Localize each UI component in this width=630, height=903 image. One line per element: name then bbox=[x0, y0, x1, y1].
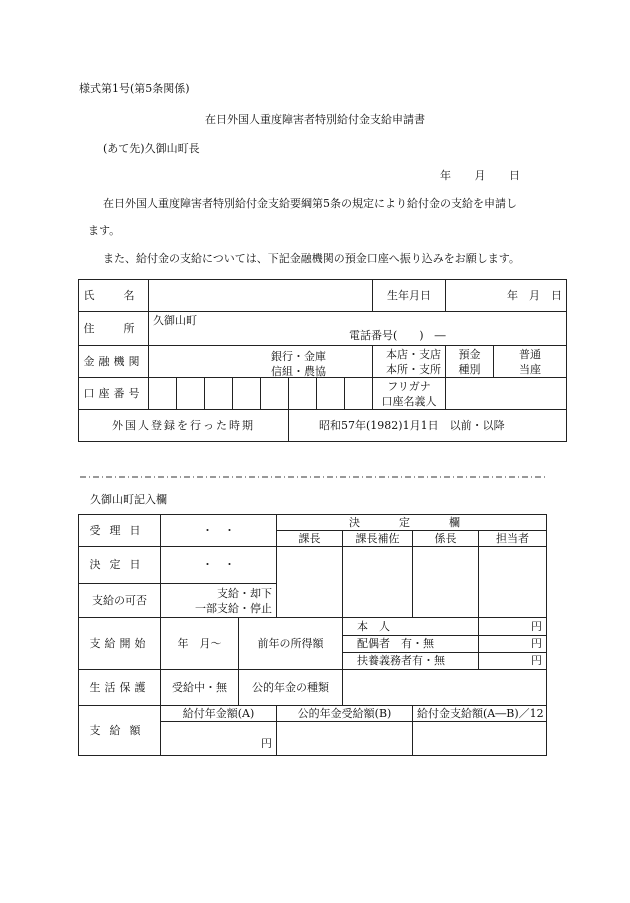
account-holder-label: フリガナ 口座名義人 bbox=[373, 378, 446, 410]
phone-label: 電話番号( ) ― bbox=[349, 329, 446, 342]
stamp-box-subsection-chief[interactable] bbox=[413, 547, 479, 618]
welfare-value[interactable]: 受給中・無 bbox=[161, 670, 239, 706]
welfare-label: 生活保護 bbox=[79, 670, 161, 706]
addressee: (あて先)久御山町長 bbox=[103, 142, 200, 155]
approver-title-deputy-chief: 課長補佐 bbox=[343, 531, 413, 547]
deposit-type-label: 預金 種別 bbox=[446, 346, 494, 378]
address-field[interactable] bbox=[149, 312, 567, 346]
deposit-type-options[interactable]: 普通 当座 bbox=[494, 346, 567, 378]
decision-date-field[interactable]: ・ ・ bbox=[161, 547, 277, 584]
stamp-box-staff[interactable] bbox=[479, 547, 547, 618]
benefit-amount-header: 給付金支給額(A―B)／12 bbox=[413, 706, 547, 722]
birth-date-label: 生年月日 bbox=[373, 280, 446, 312]
foreign-registration-label: 外国人登録を行った時期 bbox=[79, 410, 289, 442]
benefit-amount-field[interactable] bbox=[413, 722, 547, 756]
approver-title-subsection-chief: 係長 bbox=[413, 531, 479, 547]
body-text-line-1: 在日外国人重度障害者特別給付金支給要綱第5条の規定により給付金の支給を申請し bbox=[103, 197, 517, 210]
bank-types-2: 信組・農協 bbox=[271, 365, 326, 378]
decision-column-label: 決 定 欄 bbox=[277, 515, 547, 531]
approval-options[interactable]: 支給・却下 一部支給・停止 bbox=[161, 584, 277, 618]
address-label: 住 所 bbox=[79, 312, 149, 346]
account-number-label: 口座番号 bbox=[79, 378, 149, 410]
cut-line bbox=[80, 475, 546, 479]
payment-start-label: 支給開始 bbox=[79, 618, 161, 670]
approver-title-staff: 担当者 bbox=[479, 531, 547, 547]
account-holder-field[interactable] bbox=[446, 378, 567, 410]
income-row-label: 本 人 bbox=[343, 618, 479, 636]
account-digit[interactable] bbox=[289, 378, 317, 410]
account-digit[interactable] bbox=[345, 378, 373, 410]
account-digit[interactable] bbox=[233, 378, 261, 410]
branch-types-1: 本店・支店 bbox=[386, 347, 441, 361]
benefit-pension-field[interactable]: 円 bbox=[161, 722, 277, 756]
account-digit[interactable] bbox=[149, 378, 177, 410]
income-row-value[interactable]: 円 bbox=[479, 618, 547, 636]
income-row-label: 扶養義務者有・無 bbox=[343, 653, 479, 670]
payment-amount-label: 支給額 bbox=[79, 706, 161, 756]
public-pension-field[interactable] bbox=[343, 670, 547, 706]
approval-label: 支給の可否 bbox=[79, 584, 161, 618]
benefit-pension-header: 給付年金額(A) bbox=[161, 706, 277, 722]
bank-label: 金融機関 bbox=[79, 346, 149, 378]
received-date-label: 受理日 bbox=[79, 515, 161, 547]
birth-date-field[interactable]: 年 月 日 bbox=[446, 280, 567, 312]
decision-date-label: 決定日 bbox=[79, 547, 161, 584]
branch-types-2: 本所・支所 bbox=[386, 362, 441, 376]
foreign-registration-value[interactable]: 昭和57年(1982)1月1日 以前・以降 bbox=[289, 410, 567, 442]
payment-start-field[interactable]: 年 月～ bbox=[161, 618, 239, 670]
name-field[interactable] bbox=[149, 280, 373, 312]
approver-title-section-chief: 課長 bbox=[277, 531, 343, 547]
account-digit[interactable] bbox=[261, 378, 289, 410]
public-pension-received-field[interactable] bbox=[277, 722, 413, 756]
public-pension-label: 公的年金の種類 bbox=[239, 670, 343, 706]
income-row-label: 配偶者 有・無 bbox=[343, 636, 479, 653]
applicant-table bbox=[78, 279, 567, 442]
style-number: 様式第1号(第5条関係) bbox=[79, 82, 190, 95]
office-table bbox=[78, 514, 547, 756]
stamp-box-deputy-chief[interactable] bbox=[343, 547, 413, 618]
stamp-box-section-chief[interactable] bbox=[277, 547, 343, 618]
branch-field[interactable] bbox=[373, 346, 446, 378]
account-digit[interactable] bbox=[317, 378, 345, 410]
bank-types-1: 銀行・金庫 bbox=[271, 350, 326, 363]
body-text-line-3: また、給付金の支給については、下記金融機関の預金口座へ振り込みをお願します。 bbox=[103, 252, 520, 265]
prev-income-label: 前年の所得額 bbox=[239, 618, 343, 670]
name-label: 氏 名 bbox=[79, 280, 149, 312]
form-title: 在日外国人重度障害者特別給付金支給申請書 bbox=[205, 113, 425, 126]
income-row-value[interactable]: 円 bbox=[479, 653, 547, 670]
address-value: 久御山町 bbox=[153, 314, 197, 327]
bank-field[interactable] bbox=[149, 346, 373, 378]
public-pension-received-header: 公的年金受給額(B) bbox=[277, 706, 413, 722]
office-section-title: 久御山町記入欄 bbox=[90, 493, 167, 506]
account-digit[interactable] bbox=[205, 378, 233, 410]
account-digit[interactable] bbox=[177, 378, 205, 410]
received-date-field[interactable]: ・ ・ bbox=[161, 515, 277, 547]
date-line: 年 月 日 bbox=[440, 169, 520, 182]
income-row-value[interactable]: 円 bbox=[479, 636, 547, 653]
body-text-line-2: ます。 bbox=[88, 224, 121, 237]
